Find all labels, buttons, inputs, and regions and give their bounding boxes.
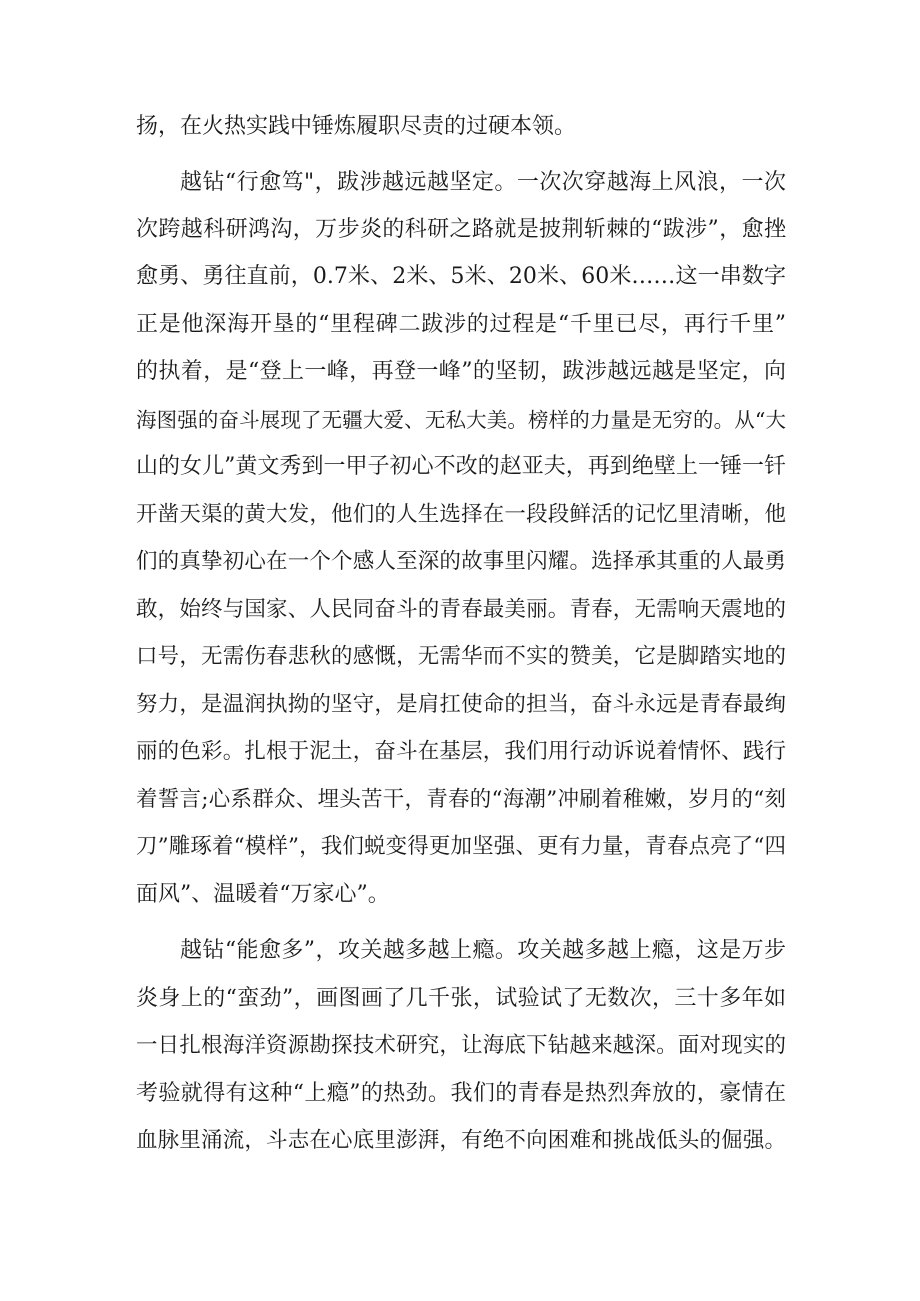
- paragraph-line: 越钻“行愈笃"，跋涉越远越坚定。一次次穿越海上风浪，一次: [180, 170, 786, 195]
- paragraph-line: 敢，始终与国家、人民同奋斗的青春最美丽。青春，无需响天震地的: [136, 597, 786, 622]
- paragraph-line: 愈勇、勇往直前，0.7米、2米、5米、20米、60米……这一串数字: [136, 264, 786, 289]
- paragraph-line: 血脉里涌流，斗志在心底里澎湃，有绝不向困难和挑战低头的倔强。: [136, 1128, 786, 1153]
- paragraph-line: 扬，在火热实践中锤炼履职尽责的过硬本领。: [136, 114, 577, 139]
- paragraph-line: 着誓言;心系群众、埋头苦干，青春的“海潮”冲刷着稚嫩，岁月的“刻: [136, 787, 786, 812]
- paragraph-line: 丽的色彩。扎根于泥土，奋斗在基层，我们用行动诉说着情怀、践行: [136, 739, 786, 764]
- paragraph-line: 努力，是温润执拗的坚守，是肩扛使命的担当，奋斗永远是青春最绚: [136, 692, 786, 717]
- paragraph-line: 越钻“能愈多”，攻关越多越上瘾。攻关越多越上瘾，这是万步: [180, 938, 786, 963]
- paragraph-line: 正是他深海开垦的“里程碑二跋涉的过程是“千里已尽，再行千里”: [136, 312, 786, 337]
- paragraph-line: 面风”、温暖着“万家心”。: [136, 882, 390, 907]
- paragraph-line: 一日扎根海洋资源勘探技术研究，让海底下钻越来越深。面对现实的: [136, 1033, 786, 1058]
- paragraph-line: 炎身上的“蛮劲”，画图画了几千张，试验试了无数次，三十多年如: [136, 986, 786, 1011]
- paragraph-line: 考验就得有这种“上瘾”的热劲。我们的青春是热烈奔放的，豪情在: [136, 1081, 786, 1106]
- paragraph-line: 山的女儿”黄文秀到一甲子初心不改的赵亚夫，再到绝壁上一锤一钎: [136, 454, 786, 479]
- paragraph-line: 开凿天渠的黄大发，他们的人生选择在一段段鲜活的记忆里清晰，他: [136, 502, 786, 527]
- paragraph-line: 的执着，是“登上一峰，再登一峰”的坚韧，跋涉越远越是坚定，向: [136, 359, 786, 384]
- paragraph-line: 次跨越科研鸿沟，万步炎的科研之路就是披荆斩棘的“跋涉”，愈挫: [136, 217, 786, 242]
- paragraph-line: 刀”雕琢着“模样”，我们蜕变得更加坚强、更有力量，青春点亮了“四: [136, 834, 786, 859]
- paragraph-line: 海图强的奋斗展现了无疆大爱、无私大美。榜样的力量是无穷的。从“大: [136, 408, 786, 432]
- paragraph-line: 口号，无需伤春悲秋的感慨，无需华而不实的赞美，它是脚踏实地的: [136, 644, 786, 669]
- paragraph-line: 们的真挚初心在一个个感人至深的故事里闪耀。选择承其重的人最勇: [136, 549, 786, 574]
